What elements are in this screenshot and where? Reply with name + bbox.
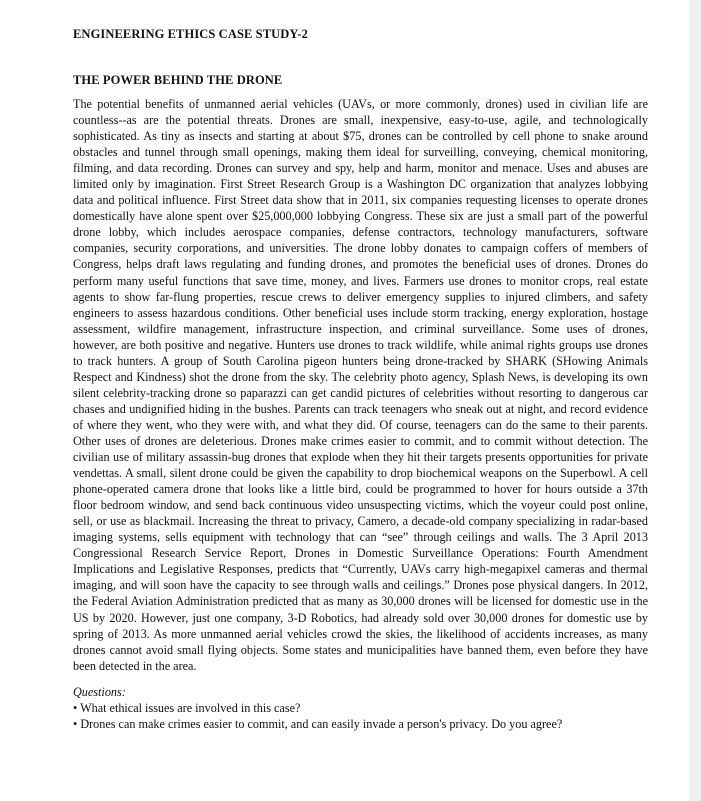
question-item-1: • What ethical issues are involved in this case? (73, 700, 301, 715)
questions-block (73, 684, 648, 732)
question-item-2: • Drones can make crimes easier to commit, and can easily invade a person's privacy. Do you agree? (73, 716, 563, 731)
questions-heading: Questions: (73, 684, 126, 699)
document-title: ENGINEERING ETHICS CASE STUDY-2 (73, 27, 308, 41)
document-content (73, 26, 648, 732)
body-paragraph: The potential benefits of unmanned aerial vehicles (UAVs, or more commonly, drones) used in civilian life are countless--as are the potential threats. Drones are small, inexpensive, easy-to-use, agile, and technologically sophisticated. As tiny as insects and starting at about $75, drones can be controlled by cell phone to snake around obstacles and tunnel through small openings, making them ideal for surveilling, conveying, chemical monitoring, filming, and data recording. Drones can survey and spy, help and harm, monitor and menace. Uses and abuses are limited only by imagination. First Street Research Group is a Washington DC organization that analyzes lobbying data and political influence. First Street data show that in 2011, six companies requesting licenses to operate drones domestically have alone spent over $25,000,000 lobbying Congress. These six are just a small part of the powerful drone lobby, which includes aerospace companies, defense contractors, technology manufacturers, software companies, security corporations, and universities. The drone lobby donates to campaign coffers of members of Congress, helps draft laws regulating and funding drones, and promotes the beneficial uses of drones. Drones do perform many useful functions that save time, money, and lives. Farmers use drones to monitor crops, real estate agents to show far-flung properties, rescue crews to deliver emergency supplies to injured climbers, and safety engineers to assess hazardous conditions. Other beneficial uses include storm tracking, energy exploration, hostage assessment, wildfire management, infrastructure inspection, and criminal surveillance. Some uses of drones, however, are both positive and negative. Hunters use drones to track wildlife, while animal rights groups use drones to track hunters. A group of South Carolina pigeon hunters being drone-tracked by SHARK (SHowing Animals Respect and Kindness) shot the drone from the sky. The celebrity photo agency, Splash News, is developing its own silent celebrity-tracking drone so paparazzi can get candid pictures of celebrities without resorting to dangerous car chases and undignified hiding in the bushes. Parents can track teenagers who sneak out at night, and record evidence of where they went, who they were with, and what they did. Of course, teenagers can do the same to their parents. Other uses of drones are deleterious. Drones make crimes easier to commit, and to commit without detection. The civilian use of military assassin-bug drones that explode when they hit their targets presents opportunities for private vendettas. A small, silent drone could be given the capability to drop biochemical weapons on the Superbowl. A cell phone-operated camera drone that looks like a little bird, could be programmed to hover for hours outside a 37th floor bedroom window, and send back continuous video unsuspecting victims, which the voyeur could post online, sell, or use as blackmail. Increasing the threat to privacy, Camero, a decade-old company specializing in radar-based imaging systems, sells equipment with technology that can “see” through ceilings and walls. The 3 April 2013 Congressional Research Service Report, Drones in Domestic Surveillance Operations: Fourth Amendment Implications and Legislative Responses, predicts that “Currently, UAVs carry high-megapixel cameras and thermal imaging, and will soon have the capacity to see through walls and ceilings.” Drones pose physical dangers. In 2012, the Federal Aviation Administration predicted that as many as 30,000 drones will be licensed for domestic use in the US by 2020. However, just one company, 3-D Robotics, had already sold over 30,000 drones for domestic use by spring of 2013. As more unmanned aerial vehicles crowd the skies, the likelihood of accidents increases, as many drones cannot avoid small flying objects. Some states and municipalities have banned them, even before they have been detected in the area. (73, 97, 648, 673)
vertical-scrollbar[interactable] (689, 0, 701, 801)
section-title: THE POWER BEHIND THE DRONE (73, 73, 283, 87)
